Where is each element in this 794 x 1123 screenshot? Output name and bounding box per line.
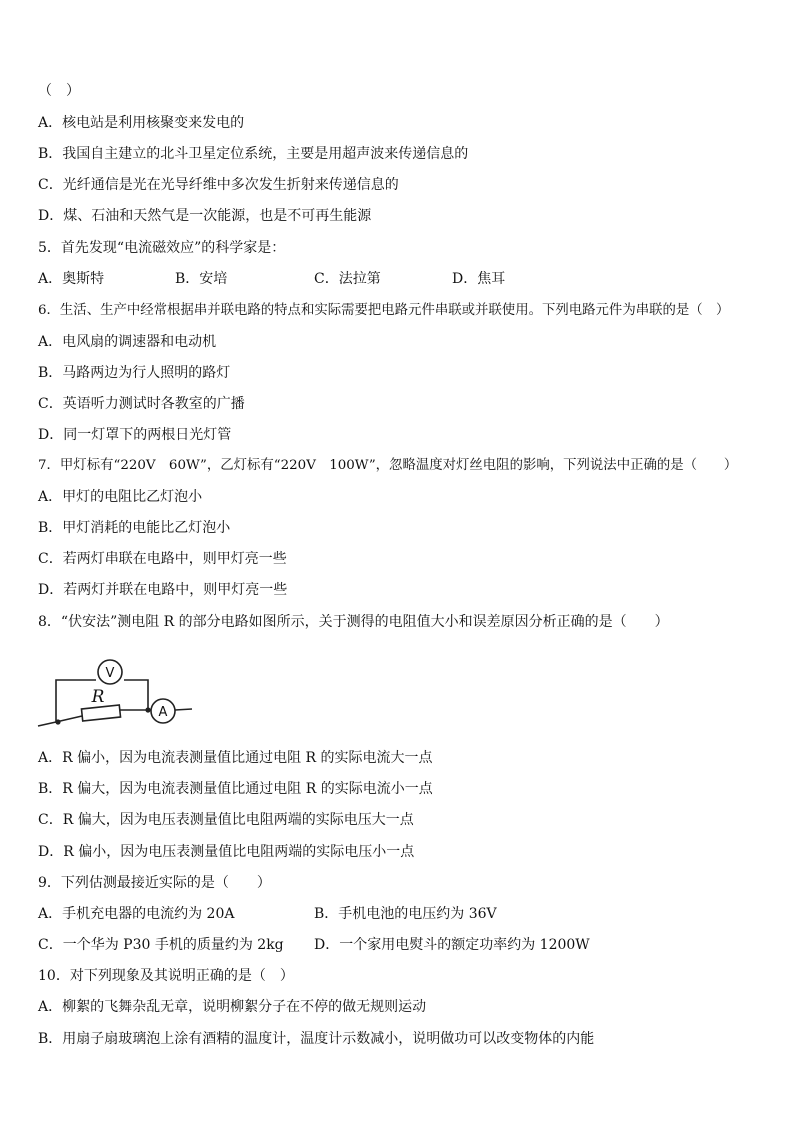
q4-option-c: C．光纤通信是光在光导纤维中多次发生折射来传递信息的: [38, 177, 399, 193]
q4-answer-bracket: （ ）: [38, 83, 80, 99]
q9-option-d: D．一个家用电熨斗的额定功率约为 1200W: [314, 937, 590, 953]
q9-option-a: A．手机充电器的电流约为 20A: [38, 906, 235, 922]
q10-option-b: B．用扇子扇玻璃泡上涂有酒精的温度计，温度计示数减小，说明做功可以改变物体的内能: [38, 1031, 595, 1047]
q8-option-d: D．R 偏小，因为电压表测量值比电阻两端的实际电压小一点: [38, 844, 415, 860]
q7-option-d: D．若两灯并联在电路中，则甲灯亮一些: [38, 582, 288, 598]
q10-stem: 10．对下列现象及其说明正确的是（ ）: [38, 968, 294, 984]
q6-option-a: A．电风扇的调速器和电动机: [38, 334, 217, 350]
q8-option-b: B．R 偏大，因为电流表测量值比通过电阻 R 的实际电流小一点: [38, 781, 433, 797]
junction-dot-right: [145, 707, 150, 712]
q7-option-b: B．甲灯消耗的电能比乙灯泡小: [38, 520, 231, 536]
q6-option-b: B．马路两边为行人照明的路灯: [38, 365, 231, 381]
q5-stem: 5．首先发现“电流磁效应”的科学家是：: [38, 240, 286, 256]
q7-option-c: C．若两灯串联在电路中，则甲灯亮一些: [38, 551, 287, 567]
junction-dot-left: [55, 719, 60, 724]
q5-option-c: C．法拉第: [314, 271, 381, 287]
ammeter-label: A: [158, 705, 168, 720]
q8-option-c: C．R 偏大，因为电压表测量值比电阻两端的实际电压大一点: [38, 812, 414, 828]
q7-option-a: A．甲灯的电阻比乙灯泡小: [38, 489, 203, 505]
voltmeter-label: V: [105, 666, 115, 681]
resistor-icon: [81, 705, 120, 721]
q8-option-a: A．R 偏小，因为电流表测量值比通过电阻 R 的实际电流大一点: [38, 750, 433, 766]
q9-option-c: C．一个华为 P30 手机的质量约为 2kg: [38, 937, 284, 953]
q9-stem: 9．下列估测最接近实际的是（ ）: [38, 875, 271, 891]
voltmeter-right-wire: [124, 680, 148, 710]
q7-stem: 7．甲灯标有“220V 60W”，乙灯标有“220V 100W”，忽略温度对灯丝电阻的影响，下列说法中正确的是（ ）: [38, 458, 738, 473]
q6-stem: 6．生活、生产中经常根据串并联电路的特点和实际需要把电路元件串联或并联使用。下列电路元件为串联的是（ ）: [38, 303, 730, 318]
q10-option-a: A．柳絮的飞舞杂乱无章，说明柳絮分子在不停的做无规则运动: [38, 999, 427, 1015]
q6-option-c: C．英语听力测试时各教室的广播: [38, 396, 245, 412]
q4-option-b: B．我国自主建立的北斗卫星定位系统，主要是用超声波来传递信息的: [38, 146, 469, 162]
q5-option-a: A．奥斯特: [38, 271, 105, 287]
circuit-diagram: [36, 650, 196, 732]
q4-option-d: D．煤、石油和天然气是一次能源，也是不可再生能源: [38, 208, 372, 224]
q5-option-d: D．焦耳: [452, 271, 506, 287]
q5-option-b: B．安培: [175, 271, 228, 287]
q8-stem: 8．“伏安法”测电阻 R 的部分电路如图所示，关于测得的电阻值大小和误差原因分析正确的是（ ）: [38, 614, 669, 630]
q9-option-b: B．手机电池的电压约为 36V: [314, 906, 497, 922]
q4-option-a: A．核电站是利用核聚变来发电的: [38, 115, 245, 131]
main-wire-right: [175, 709, 192, 710]
resistor-label: R: [91, 687, 105, 707]
q6-option-d: D．同一灯罩下的两根日光灯管: [38, 427, 232, 443]
